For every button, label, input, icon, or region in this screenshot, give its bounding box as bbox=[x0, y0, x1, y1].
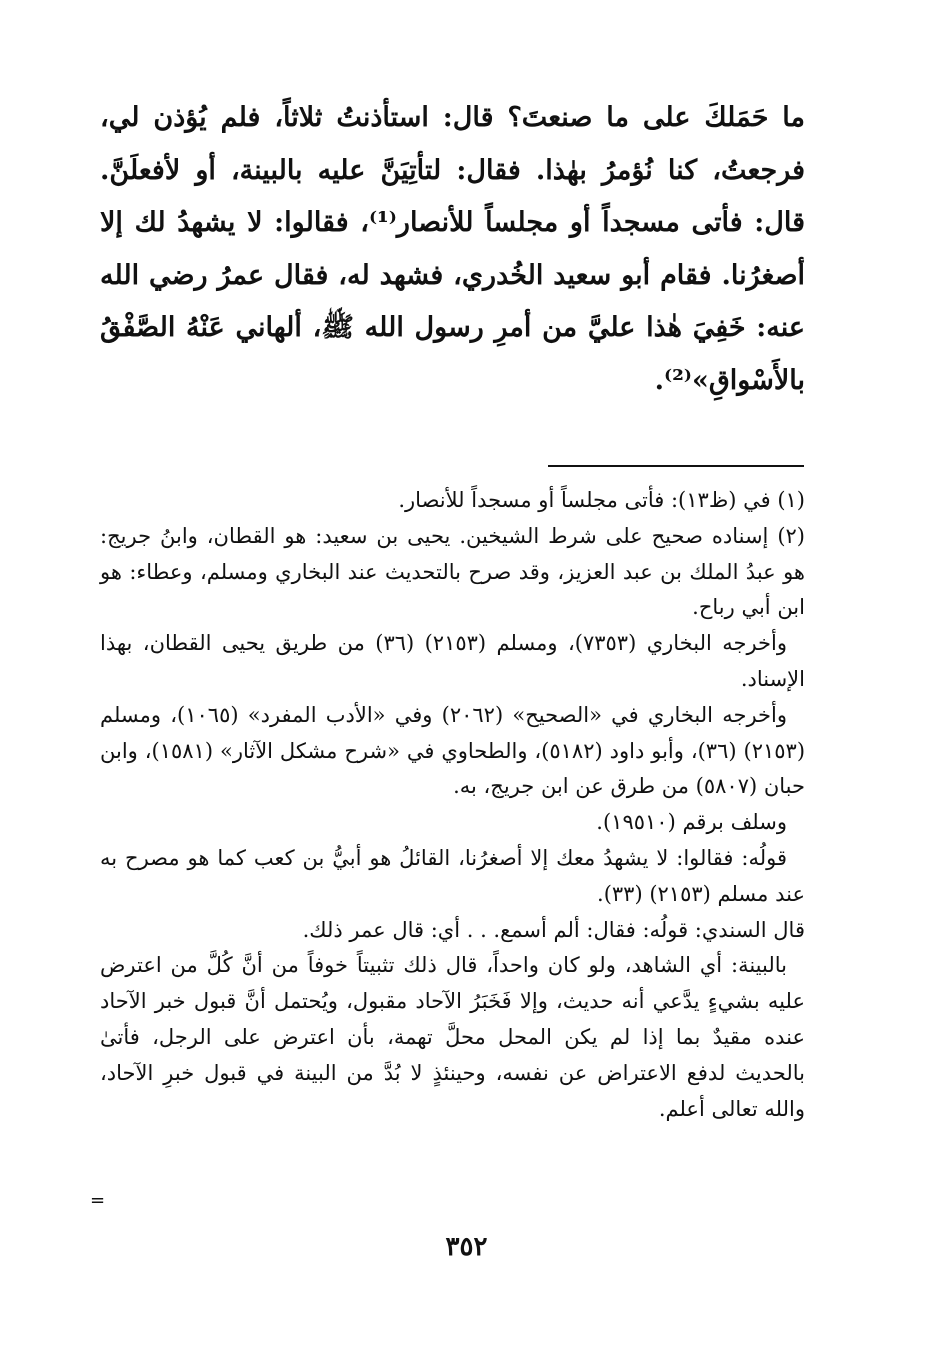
page-number: ٣٥٢ bbox=[445, 1232, 488, 1262]
footnote-2-comment: قولُه: فقالوا: لا يشهدُ معك إلا أصغرُنا، القائلُ هو أبيُّ بن كعب كما هو مصرح به عند مسلم (٢١٥٣) (٣٣). bbox=[100, 845, 805, 906]
footnote-2-sindi-quote: قال السندي: قولُه: فقال: ألم أسمع. . . أي: قال عمر ذلك. bbox=[302, 917, 805, 942]
main-paragraph: ما حَمَلكَ على ما صنعتَ؟ قال: استأذنتُ ثلاثاً، فلم يُؤذن لي، فرجعتُ، كنا نُؤمرُ بهٰذا. فقال: لتأتِيَنَّ عليه بالبينة، أو لأفعلَنَّ. قال: فأتى مسجداً أو مجلساً للأنصار⁽¹⁾، فقالوا: لا يشهدُ لك إلا أصغرُنا. فقام أبو سعيد الخُدري، فشهد له، فقال عمرُ رضي الله عنه: خَفِيَ هٰذا عليَّ من أمرِ رسول الله ﷺ، ألهاني عَنْهُ الصَّفْقُ بالأَسْواقِ»⁽²⁾. bbox=[100, 102, 805, 396]
footnote-1: (١) في (ظ١٣): فأتى مجلساً أو مسجداً للأنصار. bbox=[398, 488, 805, 512]
footnote-2-cross-reference: وسلف برقم (١٩٥١٠). bbox=[596, 810, 787, 835]
main-text-block bbox=[100, 92, 805, 407]
footnote-2: (٢) إسناده صحيح على شرط الشيخين. يحيى بن سعيد: هو القطان، وابنُ جريج: هو عبدُ الملك بن عبد العزيز، وقد صرح بالتحديث عند البخاري ومسلم، وعطاء: هو ابن أبي رباح. bbox=[100, 523, 805, 620]
footnote-separator-rule bbox=[548, 465, 804, 467]
footnote-2-takhrij-2: وأخرجه البخاري في «الصحيح» (٢٠٦٢) وفي «الأدب المفرد» (١٠٦٥)، ومسلم (٢١٥٣) (٣٦)، وأبو داود (٥١٨٢)، والطحاوي في «شرح مشكل الآثار» (١٥٨١)، وابن حبان (٥٨٠٧) من طرق عن ابن جريج، به. bbox=[100, 702, 806, 799]
footnotes-block bbox=[100, 483, 805, 1127]
footnote-2-sindi-explanation: بالبينة: أي الشاهد، ولو كان واحداً، قال ذلك تثبيتاً خوفاً من أنَّ كُلَّ من اعترض عليه بشيءٍ يدَّعي أنه حديث، وإلا فَخَبَرُ الآحاد مقبول، ويُحتمل أنَّ قبول خبر الآحاد عنده مقيدٌ بما إذا لم يكن المحل محلَّ تهمة، بأن اعترض على الرجل، فأتىٰ بالحديث لدفع الاعتراض عن نفسه، وحينئذٍ لا بُدَّ من البينة في قبول خبرِ الآحاد، والله تعالى أعلم. bbox=[100, 953, 805, 1121]
continuation-mark: = bbox=[90, 1190, 106, 1211]
footnote-2-takhrij-1: وأخرجه البخاري (٧٣٥٣)، ومسلم (٢١٥٣) (٣٦) من طريق يحيى القطان، بهذا الإسناد. bbox=[100, 631, 805, 691]
